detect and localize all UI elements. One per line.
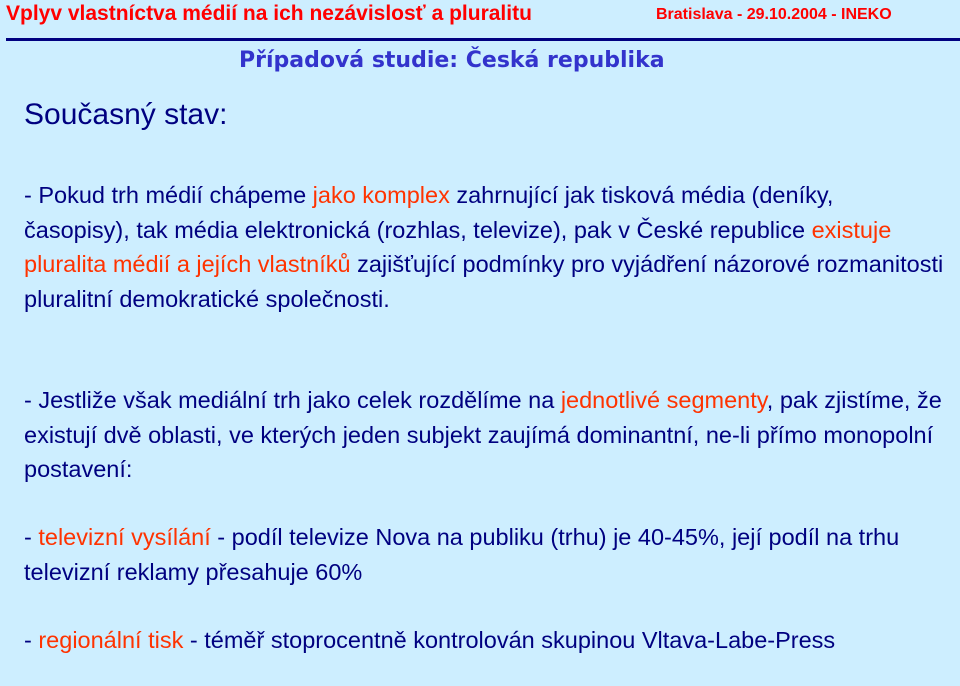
paragraph-tv-broadcasting	[24, 520, 944, 589]
highlight-text: televizní vysílání	[38, 524, 211, 550]
highlight-text: existuje pluralita médií a jejích vlastníků	[24, 216, 892, 277]
slide-header	[0, 0, 960, 42]
text-run: - Pokud trh médií chápeme	[24, 182, 313, 208]
header-title: Vplyv vlastníctva médií na ich nezávislosť a pluralitu	[6, 2, 532, 25]
header-event-info: Bratislava - 29.10.2004 - INEKO	[656, 6, 892, 23]
text-run: - Jestliže však mediální trh jako celek rozdělíme na	[24, 387, 561, 413]
highlight-text: regionální tisk	[38, 627, 184, 653]
text-run: -	[24, 524, 39, 550]
highlight-text: jednotlivé segmenty	[560, 387, 767, 413]
section-title: Současný stav:	[24, 98, 228, 131]
text-run: - podíl televize Nova na publiku (trhu) je 40-45%, její podíl na trhu televizní reklamy přesahuje 60%	[24, 524, 900, 585]
header-divider	[6, 38, 960, 41]
paragraph-market-plurality	[24, 178, 944, 316]
text-run: -	[24, 627, 39, 653]
paragraph-segments	[24, 383, 944, 487]
text-run: , pak zjistíme, že existují dvě oblasti, ve kterých jeden subjekt zaujímá dominantní, ne-li přímo monopolní postavení:	[24, 387, 942, 482]
slide-subtitle: Případová studie: Česká republika	[239, 48, 665, 73]
text-run: - téměř stoprocentně kontrolován skupinou Vltava-Labe-Press	[183, 627, 836, 653]
paragraph-regional-press	[24, 623, 944, 658]
highlight-text: jako komplex	[312, 182, 450, 208]
text-run: zahrnující jak tisková média (deníky, časopisy), tak média elektronická (rozhlas, televize), pak v České republice	[24, 182, 834, 243]
text-run: zajišťující podmínky pro vyjádření názorové rozmanitosti pluralitní demokratické společnosti.	[24, 251, 944, 312]
